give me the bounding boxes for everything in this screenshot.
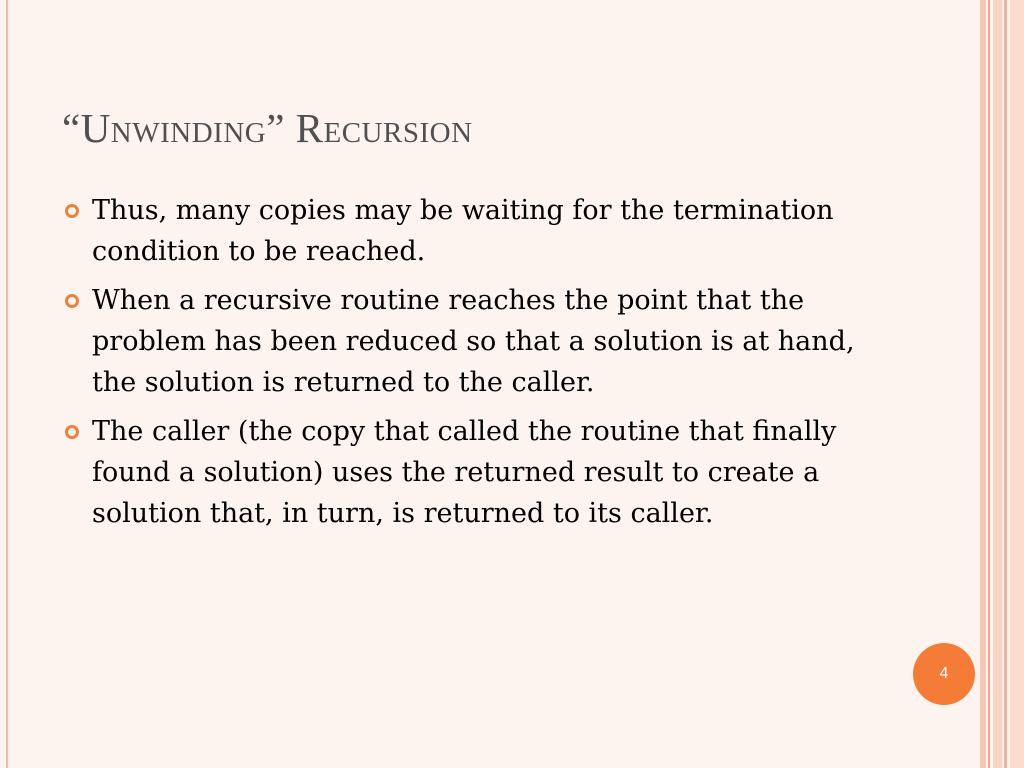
bullet-item <box>62 190 882 272</box>
bullet-text: Thus, many copies may be waiting for the termination condition to be reached. <box>92 195 834 267</box>
page-number: 4 <box>939 665 949 682</box>
bullet-circle-icon <box>65 204 79 218</box>
stripe <box>1010 0 1024 768</box>
bullet-circle-icon <box>65 425 79 439</box>
left-border-rule <box>6 0 8 768</box>
stripe <box>988 0 990 768</box>
stripe <box>980 0 986 768</box>
bullet-item <box>62 411 882 534</box>
slide-title: “Unwinding” Recursion <box>62 105 473 151</box>
right-decorative-stripes <box>980 0 1024 768</box>
stripe <box>1004 0 1007 768</box>
bullet-list <box>62 190 882 542</box>
stripe <box>993 0 1002 768</box>
bullet-circle-icon <box>65 294 79 308</box>
bullet-item <box>62 280 882 403</box>
bullet-text: The caller (the copy that called the routine that finally found a solution) uses the returned result to create a solution that, in turn, is returned to its caller. <box>92 416 837 529</box>
bullet-text: When a recursive routine reaches the point that the problem has been reduced so that a solution is at hand, the solution is returned to the caller. <box>92 285 855 398</box>
page-number-badge <box>913 643 975 705</box>
